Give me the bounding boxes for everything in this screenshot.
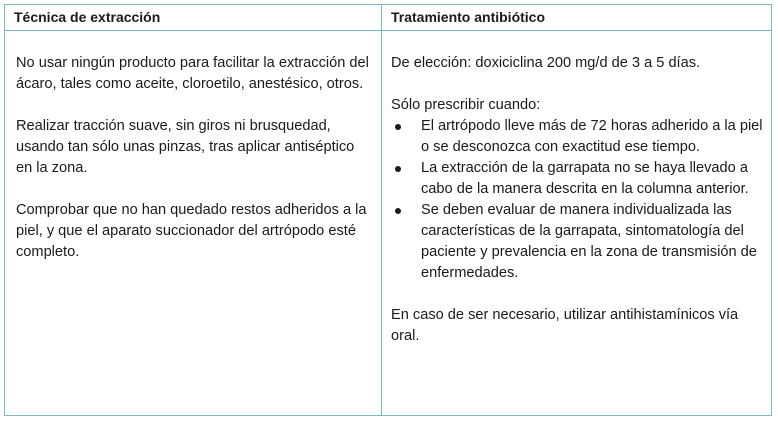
prescribe-intro: Sólo prescribir cuando: — [391, 97, 541, 113]
election-text: De elección: doxiciclina 200 mg/d de 3 a 5 días. — [391, 55, 701, 71]
list-item-text: Se deben evaluar de manera individualizada las características de la garrapata, sintomatología del paciente y prevalencia en la zona de transmisión de enfermedades. — [421, 202, 757, 281]
bullet-icon — [395, 124, 401, 130]
bullet-icon — [395, 208, 401, 214]
list-item — [391, 200, 767, 284]
list-item — [391, 158, 767, 200]
treatment-table — [4, 4, 772, 416]
list-item-text: La extracción de la garrapata no se haya llevado a cabo de la manera descrita en la columna anterior. — [421, 160, 749, 197]
prescribe-conditions-list — [391, 116, 767, 284]
list-item — [391, 116, 767, 158]
extraction-paragraph-3: Comprobar que no han quedado restos adheridos a la piel, y que el aparato succionador del artrópodo esté completo. — [16, 202, 367, 260]
bullet-icon — [395, 166, 401, 172]
antibiotic-treatment-cell — [391, 53, 767, 368]
extraction-technique-cell — [16, 53, 372, 284]
extraction-paragraph-1: No usar ningún producto para facilitar la extracción del ácaro, tales como aceite, cloroetilo, anestésico, otros. — [16, 55, 369, 92]
header-divider — [5, 30, 771, 31]
list-item-text: El artrópodo lleve más de 72 horas adherido a la piel o se desconozca con exactitud ese tiempo. — [421, 118, 763, 155]
header-extraction-technique: Técnica de extracción — [14, 9, 161, 25]
extraction-paragraph-2: Realizar tracción suave, sin giros ni brusquedad, usando tan sólo unas pinzas, tras aplicar antiséptico en la zona. — [16, 118, 355, 176]
column-divider — [381, 5, 382, 415]
header-antibiotic-treatment: Tratamiento antibiótico — [391, 9, 546, 25]
closing-text: En caso de ser necesario, utilizar antihistamínicos vía oral. — [391, 307, 739, 344]
